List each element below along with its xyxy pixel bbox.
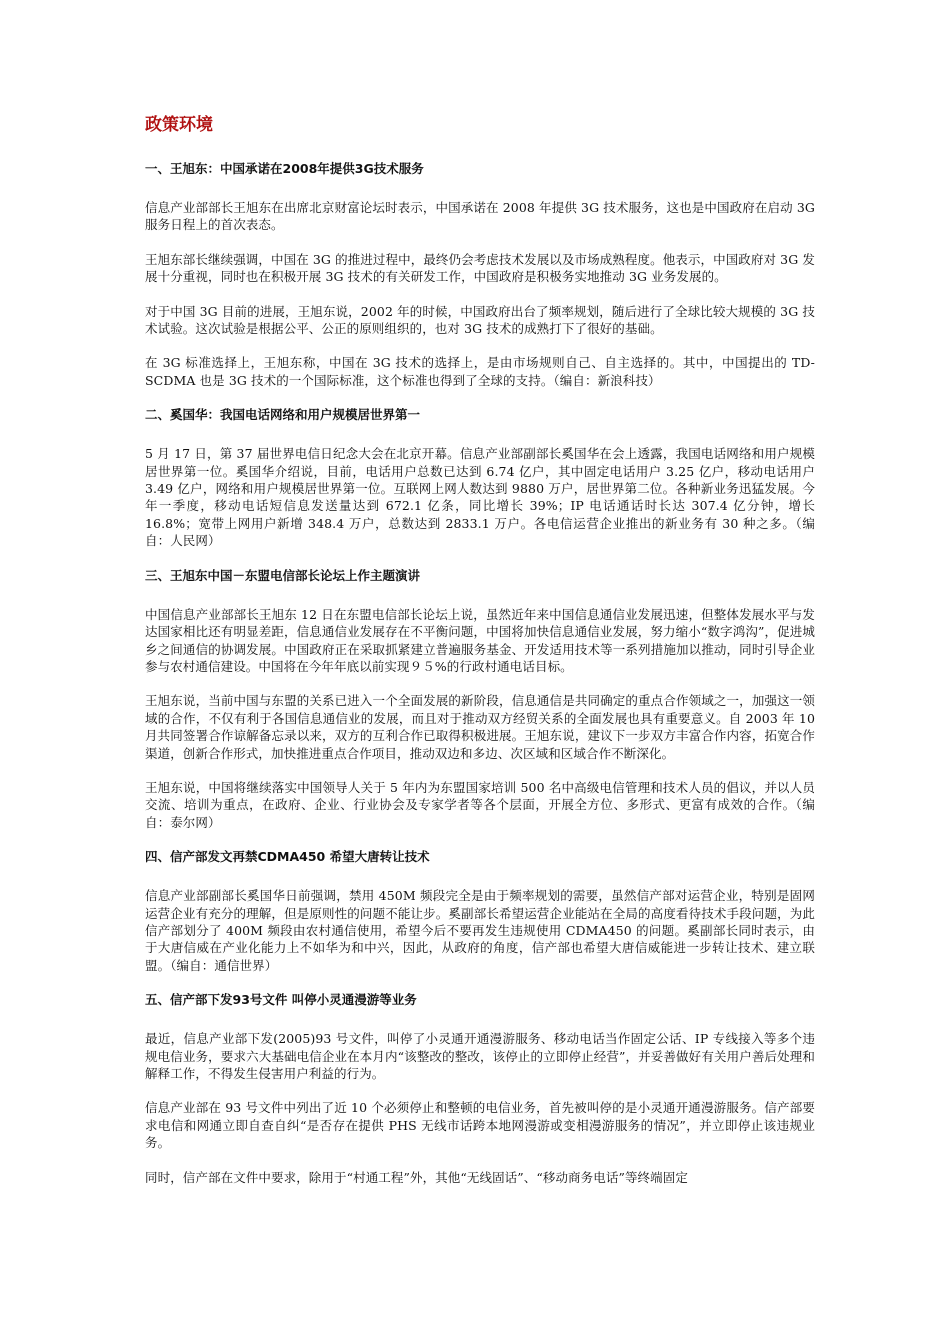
paragraph: 中国信息产业部部长王旭东 12 日在东盟电信部长论坛上说，虽然近年来中国信息通信业发展迅速，但整体发展水平与发达国家相比还有明显差距，信息通信业发展存在不平衡问题，中国将加快信息通信业发展，努力缩小“数字鸿沟”，促进城乡之间通信的协调发展。中国政府正在采取抓紧建立普遍服务基金、开发适用技术等一系列措施加以推动，同时引导企业参与农村通信建设。中国将在今年年底以前实现９５%的行政村通电话目标。 xyxy=(145,606,815,674)
section-heading: 四、信产部发文再禁CDMA450 希望大唐转让技术 xyxy=(145,849,430,865)
paragraph: 信息产业部部长王旭东在出席北京财富论坛时表示，中国承诺在 2008 年提供 3G 技术服务，这也是中国政府在启动 3G 服务日程上的首次表态。 xyxy=(145,200,815,233)
paragraph: 最近，信息产业部下发(2005)93 号文件，叫停了小灵通开通漫游服务、移动电话当作固定公话、IP 专线接入等多个违规电信业务，要求六大基础电信企业在本月内“该整改的整改，该停止的立即停止经营”，并妥善做好有关用户善后处理和解释工作，不得发生侵害用户利益的行为。 xyxy=(145,1031,815,1081)
section-heading: 一、王旭东：中国承诺在2008年提供3G技术服务 xyxy=(145,161,424,176)
section-5 xyxy=(145,991,815,1186)
paragraph: 王旭东说，中国将继续落实中国领导人关于 5 年内为东盟国家培训 500 名中高级电信管理和技术人员的倡议，并以人员交流、培训为重点，在政府、企业、行业协会及专家学者等各个层面，开展全方位、多形式、更富有成效的合作。（编自：泰尔网） xyxy=(145,779,815,830)
paragraph: 信息产业部在 93 号文件中列出了近 10 个必须停止和整顿的电信业务，首先被叫停的是小灵通开通漫游服务。信产部要求电信和网通立即自查自纠“是否存在提供 PHS 无线市话跨本地网漫游或变相漫游服务的情况”，并立即停止该违规业务。 xyxy=(145,1100,815,1151)
section-heading: 三、王旭东中国－东盟电信部长论坛上作主题演讲 xyxy=(145,567,421,583)
paragraph: 对于中国 3G 目前的进展，王旭东说，2002 年的时候，中国政府出台了频率规划，随后进行了全球比较大规模的 3G 技术试验。这次试验是根据公平、公正的原则组织的，也对 3G 技术的成熟打下了很好的基础。 xyxy=(145,303,815,337)
paragraph: 王旭东说，当前中国与东盟的关系已进入一个全面发展的新阶段，信息通信是共同确定的重点合作领域之一，加强这一领域的合作，不仅有利于各国信息通信业的发展，而且对于推动双方经贸关系的全面发展也具有重要意义。自 2003 年 10 月共同签署合作谅解备忘录以来，双方的互利合作已取得积极进展。王旭东说，建议下一步双方丰富合作内容，拓宽合作渠道，创新合作形式，加快推进重点合作项目，推动双边和多边、次区域和区域合作不断深化。 xyxy=(145,693,815,761)
paragraph: 5 月 17 日，第 37 届世界电信日纪念大会在北京开幕。信息产业部副部长奚国华在会上透露，我国电话网络和用户规模居世界第一位。奚国华介绍说，目前，电话用户总数已达到 6.74 亿户，其中固定电话用户 3.25 亿户，移动电话用户 3.49 亿户，网络和用户规模居世界第一位。互联网上网人数达到 9880 万户，居世界第二位。各种新业务迅猛发展。今年一季度，移动电话短信息发送量达到 672.1 亿条，同比增长 39%；IP 电话通话时长达 307.4 亿分钟，增长 16.8%；宽带上网用户新增 348.4 万户，总数达到 2833.1 万户。各电信运营企业推出的新业务有 30 种之多。（编自：人民网） xyxy=(145,446,815,549)
section-heading: 五、信产部下发93号文件 叫停小灵通漫游等业务 xyxy=(145,992,417,1008)
paragraph: 同时，信产部在文件中要求，除用于“村通工程”外，其他“无线固话”、“移动商务电话”等终端固定 xyxy=(145,1169,688,1185)
section-2 xyxy=(145,406,815,549)
document-title: 政策环境 xyxy=(145,115,213,135)
paragraph: 在 3G 标准选择上，王旭东称，中国在 3G 技术的选择上，是由市场规则自己、自主选择的。其中，中国提出的 TD-SCDMA 也是 3G 技术的一个国际标准，这个标准也得到了全球的支持。（编自：新浪科技） xyxy=(145,355,815,388)
section-3 xyxy=(145,567,815,831)
paragraph: 王旭东部长继续强调，中国在 3G 的推进过程中，最终仍会考虑技术发展以及市场成熟程度。他表示，中国政府对 3G 发展十分重视，同时也在积极开展 3G 技术的有关研发工作，中国政府是积极务实地推动 3G 业务发展的。 xyxy=(145,251,815,285)
section-4 xyxy=(145,848,815,974)
section-1 xyxy=(145,160,815,389)
section-heading: 二、奚国华：我国电话网络和用户规模居世界第一 xyxy=(145,407,421,423)
document-page xyxy=(145,112,815,1186)
paragraph: 信息产业部副部长奚国华日前强调，禁用 450M 频段完全是由于频率规划的需要，虽然信产部对运营企业，特别是固网运营企业有充分的理解，但是原则性的问题不能让步。奚副部长希望运营企业能站在全局的高度看待技术手段问题，为此信产部划分了 400M 频段由农村通信使用，希望今后不要再发生违规使用 CDMA450 的问题。奚副部长同时表示，由于大唐信威在产业化能力上不如华为和中兴，因此，从政府的角度，信产部也希望大唐信威能进一步转让技术、建立联盟。（编自：通信世界） xyxy=(145,888,815,973)
